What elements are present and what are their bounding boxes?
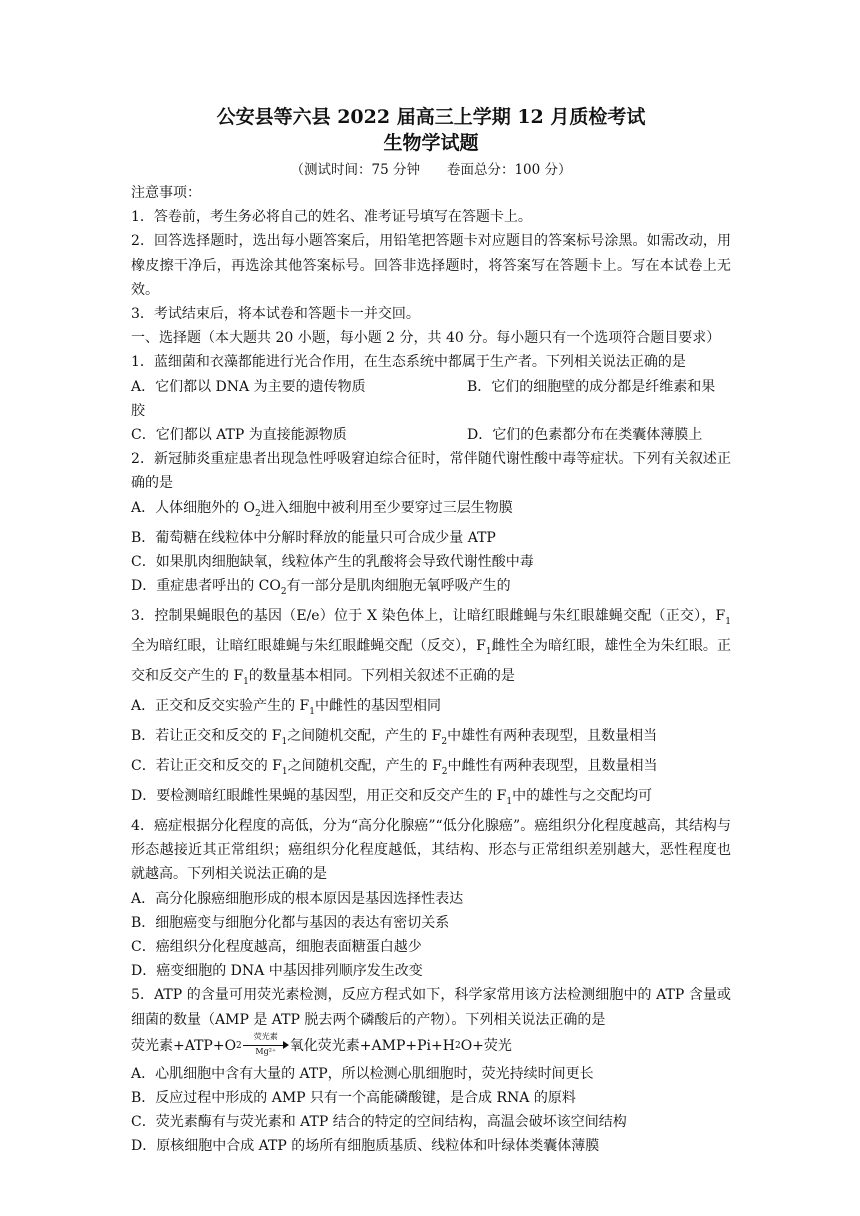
option-a: A．正交和反交实验产生的 $F_1$中雌性的基因型相同 (131, 698, 442, 717)
question-1 (131, 350, 731, 447)
exam-meta: （测试时间：75 分钟 卷面总分：100 分） (290, 162, 572, 178)
option-b: B．细胞癌变与细胞分化都与基因的表达有密切关系 (131, 914, 450, 931)
exam-page (131, 104, 731, 1159)
reaction-arrow (243, 1031, 289, 1056)
exam-subject: 生物学试题 (383, 132, 479, 154)
question-stem: 1．蓝细菌和衣藻都能进行光合作用，在生态系统中都属于生产者。下列相关说法正确的是 (131, 354, 686, 371)
option-row (131, 375, 731, 399)
notice-block (131, 181, 731, 326)
option-c: C．它们都以 ATP 为直接能源物质 (131, 427, 347, 444)
question-3 (131, 604, 731, 814)
option-d: D．原核细胞中合成 ATP 的场所有细胞质基质、线粒体和叶绿体类囊体薄膜 (131, 1138, 600, 1155)
question-stem: 4．癌症根据分化程度的高低，分为“高分化腺癌”“低分化腺癌”。癌组织分化程度越高，其结构与形态越接近其正常组织；癌组织分化程度越低，其结构、形态与正常组织差别越大，恶性程度也就越高。下列相关说法正确的是 (131, 818, 731, 883)
notice-item-3: 3．考试结束后，将本试卷和答题卡一并交回。 (131, 306, 420, 323)
option-c: C．荧光素酶有与荧光素和 ATP 结合的特定的空间结构，高温会破坏该空间结构 (131, 1114, 627, 1131)
notice-item-1: 1．答卷前，考生务必将自己的姓名、准考证号填写在答题卡上。 (131, 209, 532, 226)
option-b: B．它们的细胞壁的成分都是纤维素和果 (467, 378, 716, 395)
option-d: D．它们的色素都分布在类囊体薄膜上 (467, 427, 703, 444)
question-5 (131, 983, 731, 1158)
question-stem: 5．ATP 的含量可用荧光素检测，反应方程式如下，科学家常用该方法检测细胞中的 ATP 含量或细菌的数量（AMP 是 ATP 脱去两个磷酸后的产物）。下列相关说法正确的是 (131, 987, 731, 1028)
arrow-condition-bottom: Mg²⁺ (255, 1046, 277, 1056)
option-a: A．它们都以 DNA 为主要的遗传物质 (131, 378, 366, 395)
option-b: B．反应过程中形成的 AMP 只有一个高能磷酸键，是合成 RNA 的原料 (131, 1090, 576, 1107)
reaction-equation: 荧光素+ATP+O 2 荧光素 Mg²⁺ 氧化荧光素+AMP+Pi+H 2 O+荧光 (131, 1031, 512, 1056)
notice-heading: 注意事项： (131, 185, 201, 201)
option-c: C．如果肌肉细胞缺氧，线粒体产生的乳酸将会导致代谢性酸中毒 (131, 553, 534, 570)
question-2 (131, 447, 731, 604)
question-stem: 3．控制果蝇眼色的基因（E/e）位于 X 染色体上，让暗红眼雌蝇与朱红眼雄蝇交配（正交），$F_1$全为暗红眼，让暗红眼雄蝇与朱红眼雌蝇交配（反交），$F_1$雌性全为暗红眼，雄性全为朱红眼。正交和反交产生的 $F_1$的数量基本相同。下列相关叙述不正确的是 (131, 608, 731, 687)
section-heading: 一、选择题（本大题共 20 小题，每小题 2 分，共 40 分。每小题只有一个选项符合题目要求） (131, 330, 721, 347)
option-b: B．若让正交和反交的 $F_1$之间随机交配，产生的 $F_2$中雄性有两种表现型，且数量相当 (131, 728, 658, 747)
exam-title: 公安县等六县 2022 届高三上学期 12 月质检考试 (216, 106, 646, 128)
option-a: A．心肌细胞中含有大量的 ATP，所以检测心肌细胞时，荧光持续时间更长 (131, 1065, 594, 1082)
option-a: A．人体细胞外的 $O_2$进入细胞中被利用至少要穿过三层生物膜 (131, 499, 513, 519)
option-d: D．癌变细胞的 DNA 中基因排列顺序发生改变 (131, 963, 423, 980)
option-row (131, 423, 731, 447)
option-c: C．癌组织分化程度越高，细胞表面糖蛋白越少 (131, 939, 422, 956)
option-d: D．要检测暗红眼雌性果蝇的基因型，用正交和反交产生的 $F_1$中的雄性与之交配均可 (131, 788, 653, 807)
question-4 (131, 814, 731, 983)
option-b-continued: 胶 (131, 402, 145, 419)
notice-item-2: 2．回答选择题时，选出每小题答案后，用铅笔把答题卡对应题目的答案标号涂黑。如需改动，用橡皮擦干净后，再选涂其他答案标号。回答非选择题时，将答案写在答题卡上。写在本试卷上无效。 (131, 233, 731, 298)
option-d: D．重症患者呼出的 $CO_2$有一部分是肌肉细胞无氧呼吸产生的 (131, 578, 511, 597)
question-stem: 2．新冠肺炎重症患者出现急性呼吸窘迫综合征时，常伴随代谢性酸中毒等症状。下列有关叙述正确的是 (131, 451, 731, 492)
option-b: B．葡萄糖在线粒体中分解时释放的能量只可合成少量 ATP (131, 529, 496, 546)
option-c: C．若让正交和反交的 $F_1$之间随机交配，产生的 $F_2$中雌性有两种表现型，且数量相当 (131, 758, 658, 777)
option-a: A．高分化腺癌细胞形成的根本原因是基因选择性表达 (131, 890, 464, 907)
arrow-condition-top: 荧光素 (253, 1031, 278, 1041)
